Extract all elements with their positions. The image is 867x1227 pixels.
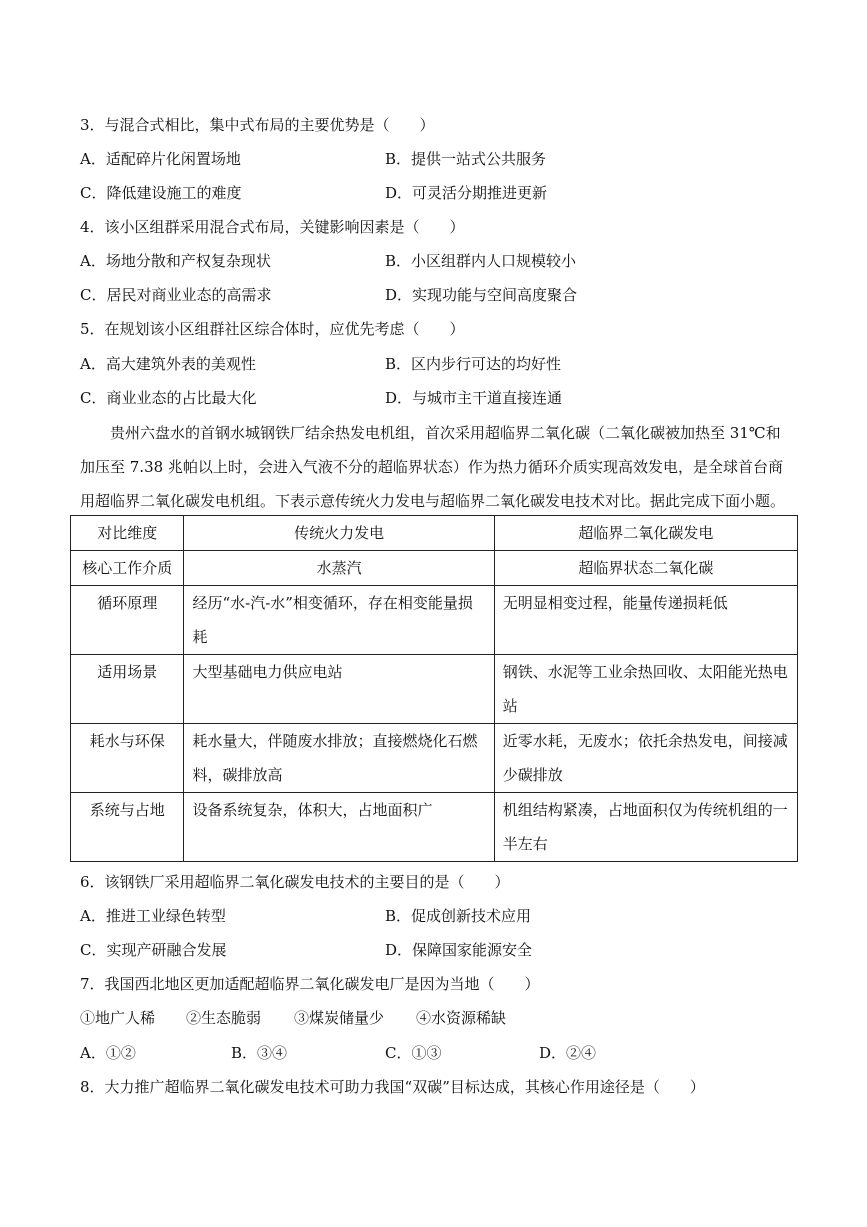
question-7-item-1: ①地广人稀	[80, 1009, 156, 1027]
question-7-item-4: ④水资源稀缺	[416, 1009, 507, 1027]
table-cell: 核心工作介质	[71, 551, 184, 586]
question-5-option-b: B．区内步行可达的均好性	[385, 355, 562, 373]
question-7-item-3: ③煤炭储量少	[294, 1009, 385, 1027]
table-cell: 经历“水-汽-水”相变循环，存在相变能量损耗	[184, 586, 494, 655]
table-row	[71, 586, 798, 655]
question-7-option-d: D．②④	[539, 1044, 597, 1062]
question-7-stem: 7．我国西北地区更加适配超临界二氧化碳发电厂是因为当地（ ）	[80, 975, 540, 993]
question-3-option-a: A．适配碎片化闲置场地	[80, 150, 241, 168]
question-4-option-d: D．实现功能与空间高度聚合	[385, 286, 578, 304]
question-7-item-2: ②生态脆弱	[186, 1009, 262, 1027]
question-3-option-d: D．可灵活分期推进更新	[385, 184, 548, 202]
table-row	[71, 724, 798, 793]
table-cell: 机组结构紧凑，占地面积仅为传统机组的一半左右	[494, 793, 797, 862]
table-header-cell: 超临界二氧化碳发电	[494, 516, 797, 551]
table-cell: 耗水量大，伴随废水排放；直接燃烧化石燃料，碳排放高	[184, 724, 494, 793]
question-3-option-c: C．降低建设施工的难度	[80, 184, 242, 202]
table-cell: 无明显相变过程，能量传递损耗低	[494, 586, 797, 655]
table-header-cell: 传统火力发电	[184, 516, 494, 551]
passage-line-1: 贵州六盘水的首钢水城钢铁厂结余热发电机组，首次采用超临界二氧化碳（二氧化碳被加热至 31℃和	[110, 424, 781, 442]
table-row	[71, 793, 798, 862]
question-8-stem: 8．大力推广超临界二氧化碳发电技术可助力我国“双碳”目标达成，其核心作用途径是（ ）	[80, 1078, 705, 1096]
table-cell: 大型基础电力供应电站	[184, 655, 494, 724]
question-6-stem: 6．该钢铁厂采用超临界二氧化碳发电技术的主要目的是（ ）	[80, 873, 510, 891]
table-cell: 系统与占地	[71, 793, 184, 862]
table-cell: 近零水耗，无废水；依托余热发电，间接减少碳排放	[494, 724, 797, 793]
question-5-option-a: A．高大建筑外表的美观性	[80, 355, 256, 373]
question-7-option-b: B．③④	[231, 1044, 288, 1062]
question-4-option-b: B．小区组群内人口规模较小	[385, 252, 577, 270]
table-row	[71, 551, 798, 586]
table-cell: 钢铁、水泥等工业余热回收、太阳能光热电站	[494, 655, 797, 724]
table-cell: 超临界状态二氧化碳	[494, 551, 797, 586]
table-cell: 适用场景	[71, 655, 184, 724]
question-6-option-a: A．推进工业绿色转型	[80, 907, 226, 925]
question-7-option-c: C．①③	[385, 1044, 442, 1062]
question-4-stem: 4．该小区组群采用混合式布局，关键影响因素是（ ）	[80, 218, 465, 236]
table-header-cell: 对比维度	[71, 516, 184, 551]
question-6-option-b: B．促成创新技术应用	[385, 907, 532, 925]
question-5-option-c: C．商业业态的占比最大化	[80, 389, 257, 407]
comparison-table	[70, 515, 798, 862]
table-cell: 循环原理	[71, 586, 184, 655]
question-6-option-d: D．保障国家能源安全	[385, 941, 533, 959]
passage-line-2: 加压至 7.38 兆帕以上时，会进入气液不分的超临界状态）作为热力循环介质实现高效发电，是全球首台商	[80, 458, 783, 476]
question-5-stem: 5．在规划该小区组群社区综合体时，应优先考虑（ ）	[80, 320, 465, 338]
table-cell: 耗水与环保	[71, 724, 184, 793]
question-7-option-a: A．①②	[80, 1044, 136, 1062]
question-3-option-b: B．提供一站式公共服务	[385, 150, 547, 168]
passage-line-3: 用超临界二氧化碳发电机组。下表示意传统火力发电与超临界二氧化碳发电技术对比。据此完成下面小题。	[80, 492, 786, 510]
question-4-option-c: C．居民对商业业态的高需求	[80, 286, 272, 304]
question-3-stem: 3．与混合式相比，集中式布局的主要优势是（ ）	[80, 116, 435, 134]
question-4-option-a: A．场地分散和产权复杂现状	[80, 252, 271, 270]
table-row	[71, 655, 798, 724]
table-header-row	[71, 516, 798, 551]
table-cell: 水蒸汽	[184, 551, 494, 586]
question-5-option-d: D．与城市主干道直接连通	[385, 389, 563, 407]
table-cell: 设备系统复杂，体积大，占地面积广	[184, 793, 494, 862]
question-6-option-c: C．实现产研融合发展	[80, 941, 227, 959]
